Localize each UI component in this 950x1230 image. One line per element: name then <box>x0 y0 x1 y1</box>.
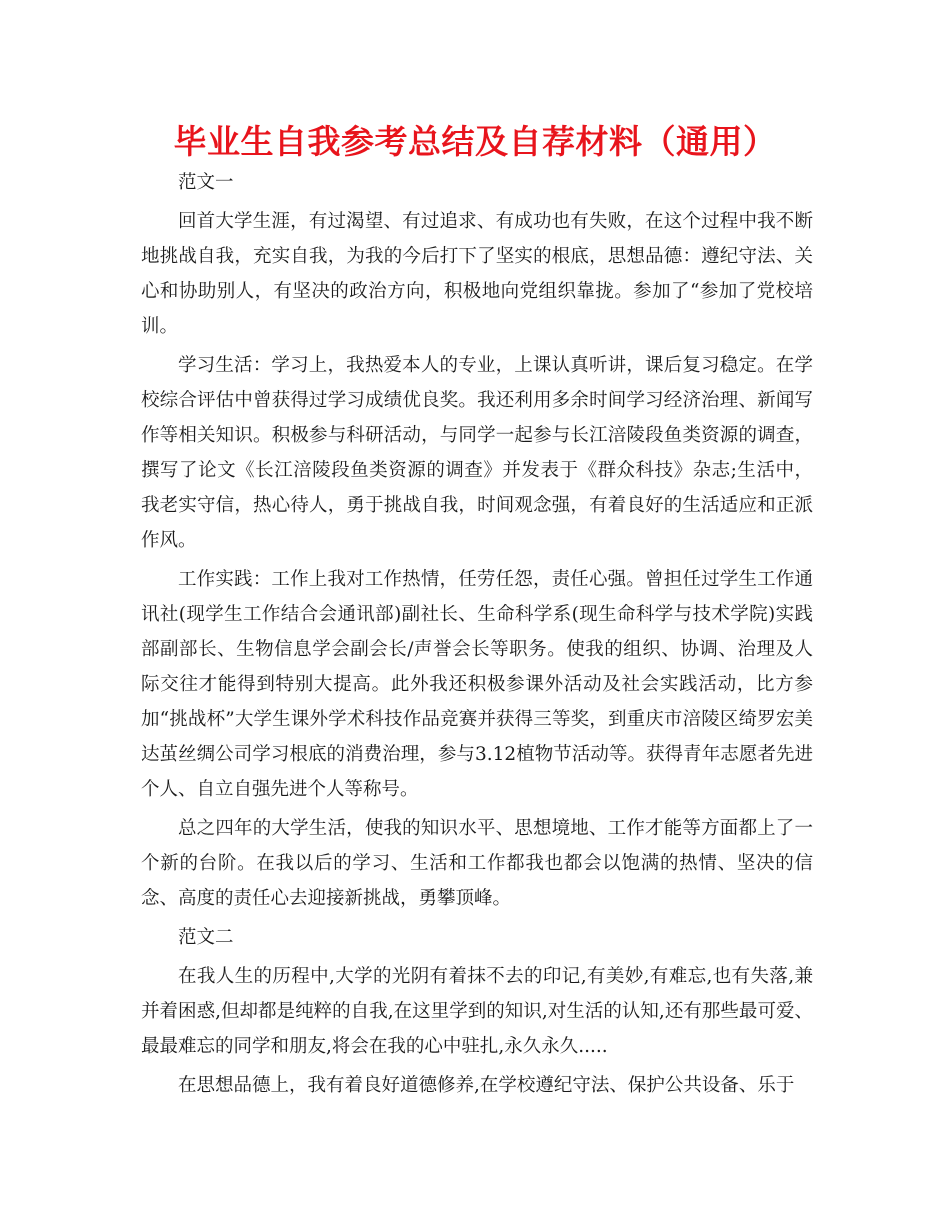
paragraph: 在我人生的历程中,大学的光阴有着抹不去的印记,有美妙,有难忘,也有失落,兼并着困惑,但却都是纯粹的自我,在这里学到的知识,对生活的认知,还有那些最可爱、最最难忘的同学和朋友,将会在我的心中驻扎,永久永久..... <box>141 966 813 1057</box>
paragraph: 在思想品德上，我有着良好道德修养,在学校遵纪守法、保护公共设备、乐于 <box>178 1075 795 1096</box>
paragraph: 回首大学生涯，有过渴望、有过追求、有成功也有失败，在这个过程中我不断地挑战自我，充实自我，为我的今后打下了坚实的根底，思想品德：遵纪守法、关心和协助别人，有坚决的政治方向，积极地向党组织靠拢。参加了“参加了党校培训。 <box>141 211 813 337</box>
section-heading: 范文一 <box>178 172 234 193</box>
paragraph: 学习生活：学习上，我热爱本人的专业，上课认真听讲，课后复习稳定。在学校综合评估中曾获得过学习成绩优良奖。我还利用多余时间学习经济治理、新闻写作等相关知识。积极参与科研活动，与同学一起参与长江涪陵段鱼类资源的调查，撰写了论文《长江涪陵段鱼类资源的调查》并发表于《群众科技》杂志;生活中，我老实守信，热心待人，勇于挑战自我，时间观念强，有着良好的生活适应和正派作风。 <box>141 355 813 551</box>
paragraph: 总之四年的大学生活，使我的知识水平、思想境地、工作才能等方面都上了一个新的台阶。在我以后的学习、生活和工作都我也都会以饱满的热情、坚决的信念、高度的责任心去迎接新挑战，勇攀顶峰。 <box>141 818 813 909</box>
section-heading: 范文二 <box>178 927 234 948</box>
document-body <box>141 165 813 1107</box>
paragraph: 工作实践：工作上我对工作热情，任劳任怨，责任心强。曾担任过学生工作通讯社(现学生工作结合会通讯部)副社长、生命科学系(现生命科学与技术学院)实践部副部长、生物信息学会副会长/声誉会长等职务。使我的组织、协调、治理及人际交往才能得到特别大提高。此外我还积极参课外活动及社会实践活动，比方参加“挑战杯”大学生课外学术科技作品竞赛并获得三等奖，到重庆市涪陵区绮罗宏美达茧丝绸公司学习根底的消费治理，参与3.12植物节活动等。获得青年志愿者先进个人、自立自强先进个人等称号。 <box>141 569 813 800</box>
document-title: 毕业生自我参考总结及自荐材料（通用） <box>173 122 777 161</box>
